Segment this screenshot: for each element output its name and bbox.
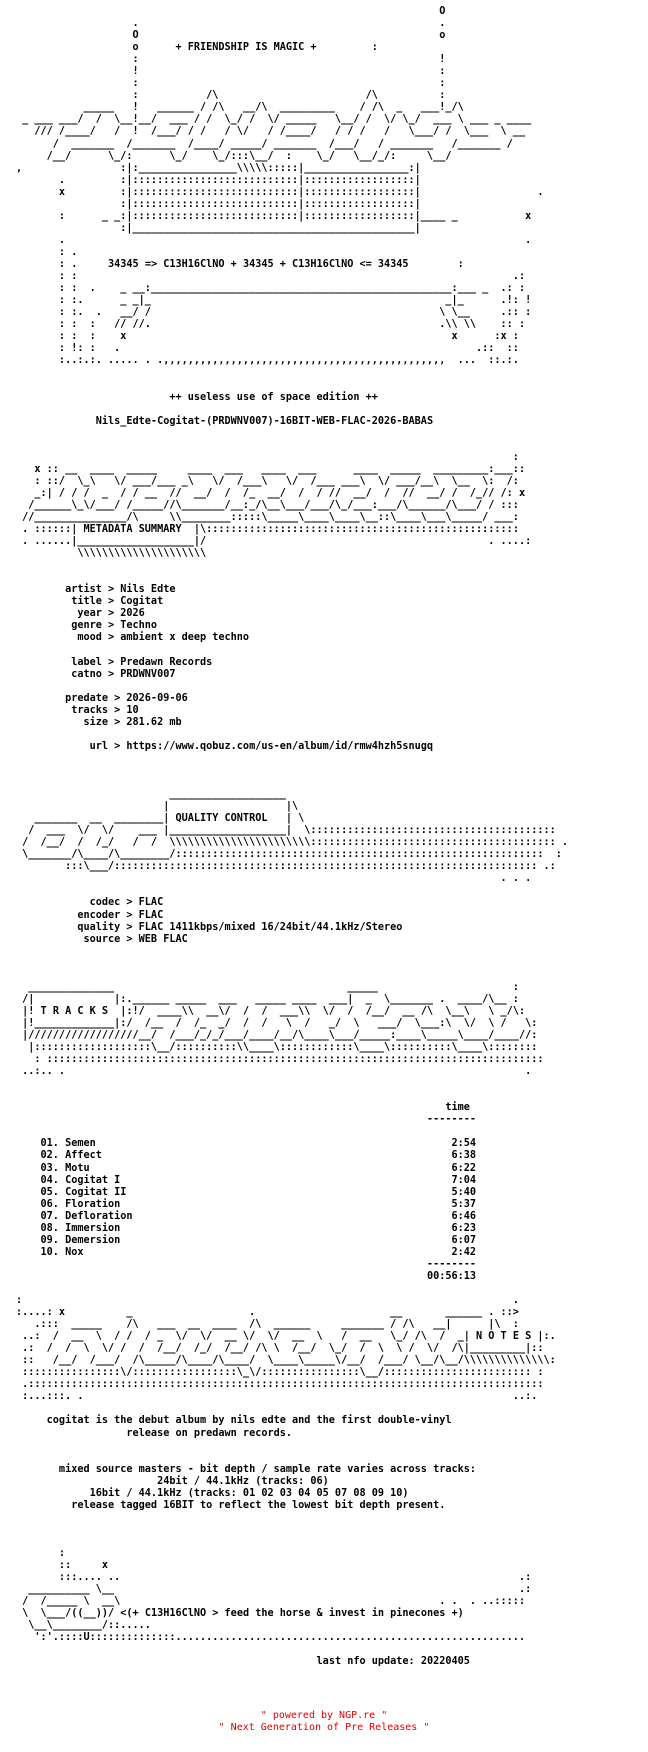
notes-list xyxy=(16,1415,568,1511)
metadata-line: label > Predawn Records xyxy=(16,656,213,668)
bottom-ascii-art: : :: x :::.... .. .: __________ \__ .: / /_____ \ __\ . . . ..::::: xyxy=(22,1548,532,1608)
notes-line: cogitat is the debut album by nils edte and the first double-vinyl xyxy=(16,1415,452,1427)
track-row: 01. Semen 2:54 xyxy=(16,1138,477,1150)
metadata-line: artist > Nils Edte xyxy=(16,584,176,596)
slogan-line: \ \___/((__))/ <(+ C13H16ClNO > feed the horse & invest in pinecones +) xyxy=(16,1608,464,1620)
tracks-ascii-header: ______________ _____ : /| |:.______ _____ ___ _____ ____ ___| _ \_______ . ____/\__ : |! T R A C K S |:!/ ____\\ __\/ / / ___\\ \/ / /__/ __ /\ \__\ \ _/\: |!_____________|:/ /__ / /_ _/ / / \ / _/ \ ___/ \___:\ \/ \ / \: |//////////////////__/ /___/_/_/___/____/__/\____\___/_____:____\_____\____/____//: |:::::::::::::::::::\__/::::::::::\\____\::::::::::::\____\::::::::::\____\:::::::: : ::::::::::::::::::::::::::::::::::::::::::::::::::::::::::::::::::::::::::::::::: ..:.. . . xyxy=(22,981,544,1078)
nfo-document: O . . O o o + FRIENDSHIP IS MAGIC + : : ! ! : : : : /\ /\ : _____ ! ______ / /\ __/\ _________ / /\ _ ___!_/\ _ ___ ___/ / \__!__/ ___ / / \_/ / \/ _____ \__/ / \/ \_/ ___ \ ___ _ ____ /// /____/ / ! /___/ / / / \/ / /____/ / / / / \___/ / \___ \ __ / _______ /_______ /____/ _____/ _______ /___/ / _______ /_______ / /__/ \_/: \_/ \_/:::\__/ : \_/ \__/_/: \__/ , :|:________________\\\\\:::::|_________________:| . :|:::::::::::::::::::::::::::|::::::::::::::::::| x :|:::::::::::::::::::::::::::|::::::::::::::::::| . :|:::::::::::::::::::::::::::|::::::::::::::::::| : _ _:|:::::::::::::::::::::::::::|::::::::::::::::::|____ _ x :|______________________________________________| . . : . : . 34345 => C13H16ClNO + 34345 + C13H16ClNO <= 34345 : : : .: : : . _ __:_________________________________________________:___ _ .: : : :. _ _|_ _|_ .!: ! : :. . __/ / \ \__ .:: : : : : // //. .\\ \\ :: : : : : x x :x : : !: : . .:: :: :..:.:. ..... . .,,,,,,,,,,,,,,,,,,,,,,,,,,,,,,,,,,,,,,,,,,,,,, ... ::.:. ++ useless use of space edition ++ Nils_Edte-Cogitat-(PRDWNV007)-16BIT-WEB-FLAC-2026-BABAS : x :: __ ____ _____ ____ ___ ____ ___ ____ _____ _________:___:: : ::/ \_\ \/ ___/___ _\ \/ /___\ \/ /___ ___\ \/ ___/__\ \__ \: /: _:| / / / _ / / __ // __/ / /_ __/ / / // __/ / // __/ / /_// /: x /______\_\/___/ /_____//\_______/__:_/\__\___/___/\_/___:___/\______/\___/ / ::: //_______________/\ \\________:::::\_____\____\____\__::\____\___\_____/ ___: . ::::::| METADATA SUMMARY |\::::::::::::::::::::::::::::::::::::::::::::::::::: . ......|___________________|/ . ....: \\\\\\\\\\\\\\\\\\\\\ artist > Nils Edte title > Cogitat year > 2026 genre > Techno mood > ambient x deep techno label > Predawn Records catno > PRDWNV007 predate > 2026-09-06 tracks > 10 size > 281.62 mb url > https://www.qobuz.com/us-en/album/id/rmw4hzh5snugq ___________________ | |\ _______ __ ________| QUALITY CONTROL | \ / ___ \/ \/ ___ |___________________| \:::::::::::::::::::::::::::::::::::::::: / /__/ / /_/ / / \\\\\\\\\\\\\\\\\\\\\\\:::::::::::::::::::::::::::::::::::::::: . \_______/\____/\________/:::::::::::::::::::::::::::::::::::::::::::::::::::::::::::: : :::\___/::::::::::::::::::::::::::::::::::::::::::::::::::::::::::::::::::::: .: . . . codec > FLAC encoder > FLAC quality > FLAC 1411kbps/mixed 16/24bit/44.1kHz/Stereo source > WEB FLAC ______________ _____ : /| |:.______ _____ ___ _____ ____ ___| _ \_______ . ____/\__ : |! T R A C K S |:!/ ____\\ __\/ / / ___\\ \/ / /__/ __ /\ \__\ \ _/\: |!_____________|:/ /__ / /_ _/ / / \ / _/ \ ___/ \___:\ \/ \ / \: |//////////////////__/ /___/_/_/___/____/__/\____\___/_____:____\_____\____/____//: |:::::::::::::::::::\__/::::::::::\\____\::::::::::::\____\::::::::::\____\:::::::: : ::::::::::::::::::::::::::::::::::::::::::::::::::::::::::::::::::::::::::::::::: ..:.. . . time -------- 01. Semen 2:54 02. Affect 6:38 03. Motu 6:22 04. Cogitat I 7:04 05. Cogitat II 5:40 06. Floration 5:37 07. Defloration 6:46 08. Immersion 6:23 09. Demersion 6:07 10. Nox 2:42 -------- 00:56:13 : . :....: x _ . __ ______ . ::> .::: _____ /\ ___ __ ____ /\ ______ _______ / /\ __| |\ : ..: / __ \ / / / _ \/ \/ __ \/ \/ __ \ / __ \_/ /\ / _| N O T E S |:. .: / / \ \/ / / /__/ /_/ /__/ /\ \ /__/ \_/ / \ \ / \/ /\|_________|:: :: /__/ /___/ /\_____/\____/\____/ \____\_____\/__/ /___/ \__/\__/\\\\\\\\\\\\\\: ::::::::::::::::\/:::::::::::::::::\_\/::::::::::::::::\__/:::::::::::::::::::::::: : .:::::::::::::::::::::::::::::::::::::::::::::::::::::::::::::::::::::::::::::::::::: :...:::. . ..:. cogitat is the debut album by nils edte and the first double-vinyl release on predawn records. mixed source masters - bit depth / sample rate varies across tracks: 24bit / 44.1kHz (tracks: 06) 16bit / 44.1kHz (tracks: 01 02 03 04 05 07 08 09 10) release tagged 16BIT to reflect the lowest bit depth present. : :: x :::.... .. .: __________ \__ .: / /_____ \ __\ . . . ..::::: \ \___/((__))/ <(+ C13H16ClNO > feed the horse & invest in pinecones +) \__\________/::..... ':'.::::U::::::::::::::......................................................... last nfo update: 20220405 xyxy=(16,6,569,1668)
notes-line xyxy=(16,1452,568,1464)
notes-line: release on predawn records. xyxy=(16,1427,293,1439)
notes-header: N O T E S xyxy=(476,1331,532,1343)
quality-line: codec > FLAC xyxy=(16,897,164,909)
track-row: 04. Cogitat I 7:04 xyxy=(16,1174,477,1186)
metadata-line: tracks > 10 xyxy=(16,704,139,716)
metadata-ascii-header: : x :: __ ____ _____ ____ ___ ____ ___ ____ _____ _________:___:: : ::/ \_\ \/ ___/___ _\ \/ /___\ \/ /___ ___\ \/ ___/__\ \__ \: /: _:| / / / _ / / __ // __/ / /_ __/ / / // __/ / // __/ / /_// /: x /______\_\/___/ /_____//\_______/__:_/\__\___/___/\_/___:___/\______/\___/ / ::: //_______________/\ \\________:::::\_____\____\____\__::\____\___\_____/ ___: . ::::::| METADATA SUMMARY |\::::::::::::::::::::::::::::::::::::::::::::::::::: . ......|___________________|/ . ....: \\\\\\\\\\\\\\\\\\\\\ xyxy=(22,451,532,560)
bottom-ascii-base: \__\________/::..... ':'.::::U::::::::::::::......................................................... xyxy=(28,1620,526,1644)
mid-ascii-art: : : .: : : . _ __:_________________________________________________:___ _ .: : : :. _ _|_ _|_ .!: ! : :. . __/ / \ \__ .:: : : : : // //. .\\ \\ :: : : : : x x :x : : !: : . .:: :: :..:.:. ..... . .,,,,,,,,,,,,,,,,,,,,,,,,,,,,,,,,,,,,,,,,,,,,,, ... ::.:. xyxy=(58,271,532,367)
footer xyxy=(0,1710,648,1734)
metadata-line: size > 281.62 mb xyxy=(16,716,182,728)
total-time-line: 00:56:13 xyxy=(426,1270,477,1282)
metadata-line xyxy=(16,681,568,693)
footer-tagline: " Next Generation of Pre Releases " xyxy=(218,1722,430,1733)
tracks-header: T R A C K S xyxy=(40,1005,109,1017)
metadata-line xyxy=(16,644,568,656)
notes-line: release tagged 16BIT to reflect the lowest bit depth present. xyxy=(16,1499,446,1511)
notes-line: 16bit / 44.1kHz (tracks: 01 02 03 04 05 07 08 09 10) xyxy=(16,1487,409,1499)
track-row: 10. Nox 2:42 xyxy=(16,1246,477,1258)
last-update-line: last nfo update: 20220405 xyxy=(316,1656,470,1668)
top-ascii-art: O . . O o o + FRIENDSHIP IS MAGIC + : : ! ! : : : : /\ /\ : _____ ! ______ / /\ __/\ _________ / /\ _ ___!_/\ _ ___ ___/ / \__!__/ ___ / / \_/ / \/ _____ \__/ / \/ \_/ ___ \ ___ _ ____ /// /____/ / ! /___/ / / / \/ / /____/ / / / / \___/ / \___ \ __ / _______ /_______ /____/ _____/ _______ /___/ / _______ /_______ / /__/ \_/: \_/ \_/:::\__/ : \_/ \__/_/: \__/ , :|:________________\\\\\:::::|_________________:| . :|:::::::::::::::::::::::::::|::::::::::::::::::| x :|:::::::::::::::::::::::::::|::::::::::::::::::| . :|:::::::::::::::::::::::::::|::::::::::::::::::| : _ _:|:::::::::::::::::::::::::::|::::::::::::::::::|____ _ x :|______________________________________________| . . : . xyxy=(16,6,544,258)
banner-title: + FRIENDSHIP IS MAGIC + xyxy=(175,42,317,54)
metadata-line: year > 2026 xyxy=(16,608,145,620)
track-list xyxy=(16,1138,568,1258)
notes-ascii-header: : . :....: x _ . __ ______ . ::> .::: _____ /\ ___ __ ____ /\ ______ _______ / /\ __| |\ : ..: / __ \ / / / _ \/ \/ __ \/ \/ __ \ / __ \_/ /\ / _| N O T E S |:. .: / / \ \/ / / /__/ /_/ /__/ /\ \ /__/ \_/ / \ \ / \/ /\|_________|:: :: /__/ /___/ /\_____/\____/\____/ \____\_____\/__/ /___/ \__/\__/\\\\\\\\\\\\\\: ::::::::::::::::\/:::::::::::::::::\_\/::::::::::::::::\__/:::::::::::::::::::::::: : .:::::::::::::::::::::::::::::::::::::::::::::::::::::::::::::::::::::::::::::::::::: :...:::. . ..:. xyxy=(16,1295,556,1403)
quality-list xyxy=(16,897,568,945)
notes-line: 24bit / 44.1kHz (tracks: 06) xyxy=(16,1475,329,1487)
edition-line: ++ useless use of space edition ++ xyxy=(169,391,378,403)
metadata-list xyxy=(16,584,568,753)
metadata-line: genre > Techno xyxy=(16,620,158,632)
metadata-line: predate > 2026-09-06 xyxy=(16,692,188,704)
metadata-line: mood > ambient x deep techno xyxy=(16,632,250,644)
track-row: 03. Motu 6:22 xyxy=(16,1162,477,1174)
track-row: 07. Defloration 6:46 xyxy=(16,1210,477,1222)
notes-line xyxy=(16,1440,568,1452)
footer-powered-by: " powered by NGP.re " xyxy=(260,1710,388,1721)
quality-ascii-header: ___________________ | |\ _______ __ ________| QUALITY CONTROL | \ / ___ \/ \/ ___ |___________________| \:::::::::::::::::::::::::::::::::::::::: / /__/ / /_/ / / \\\\\\\\\\\\\\\\\\\\\\\:::::::::::::::::::::::::::::::::::::::: . \_______/\____/\________/:::::::::::::::::::::::::::::::::::::::::::::::::::::::::::: : :::\___/::::::::::::::::::::::::::::::::::::::::::::::::::::::::::::::::::::: .: . . . xyxy=(22,789,569,885)
quality-header: QUALITY CONTROL xyxy=(175,813,268,825)
quality-line: quality > FLAC 1411kbps/mixed 16/24bit/44.1kHz/Stereo xyxy=(16,921,403,933)
metadata-line: url > https://www.qobuz.com/us-en/album/id/rmw4hzh5snugq xyxy=(16,740,434,752)
time-column-label: time xyxy=(445,1102,470,1114)
formula-line: : . 34345 => C13H16ClNO + 34345 + C13H16ClNO <= 34345 : xyxy=(16,258,464,270)
track-row: 09. Demersion 6:07 xyxy=(16,1234,477,1246)
quality-line: encoder > FLAC xyxy=(16,909,164,921)
release-name-line: Nils_Edte-Cogitat-(PRDWNV007)-16BIT-WEB-FLAC-2026-BABAS xyxy=(95,415,434,427)
metadata-line: catno > PRDWNV007 xyxy=(16,668,176,680)
track-row: 02. Affect 6:38 xyxy=(16,1150,477,1162)
metadata-line: title > Cogitat xyxy=(16,596,164,608)
track-row: 06. Floration 5:37 xyxy=(16,1198,477,1210)
notes-line: mixed source masters - bit depth / sample rate varies across tracks: xyxy=(16,1463,477,1475)
track-row: 05. Cogitat II 5:40 xyxy=(16,1186,477,1198)
metadata-header: METADATA SUMMARY xyxy=(83,524,182,536)
metadata-line xyxy=(16,729,568,741)
track-row: 08. Immersion 6:23 xyxy=(16,1222,477,1234)
quality-line: source > WEB FLAC xyxy=(16,933,188,945)
